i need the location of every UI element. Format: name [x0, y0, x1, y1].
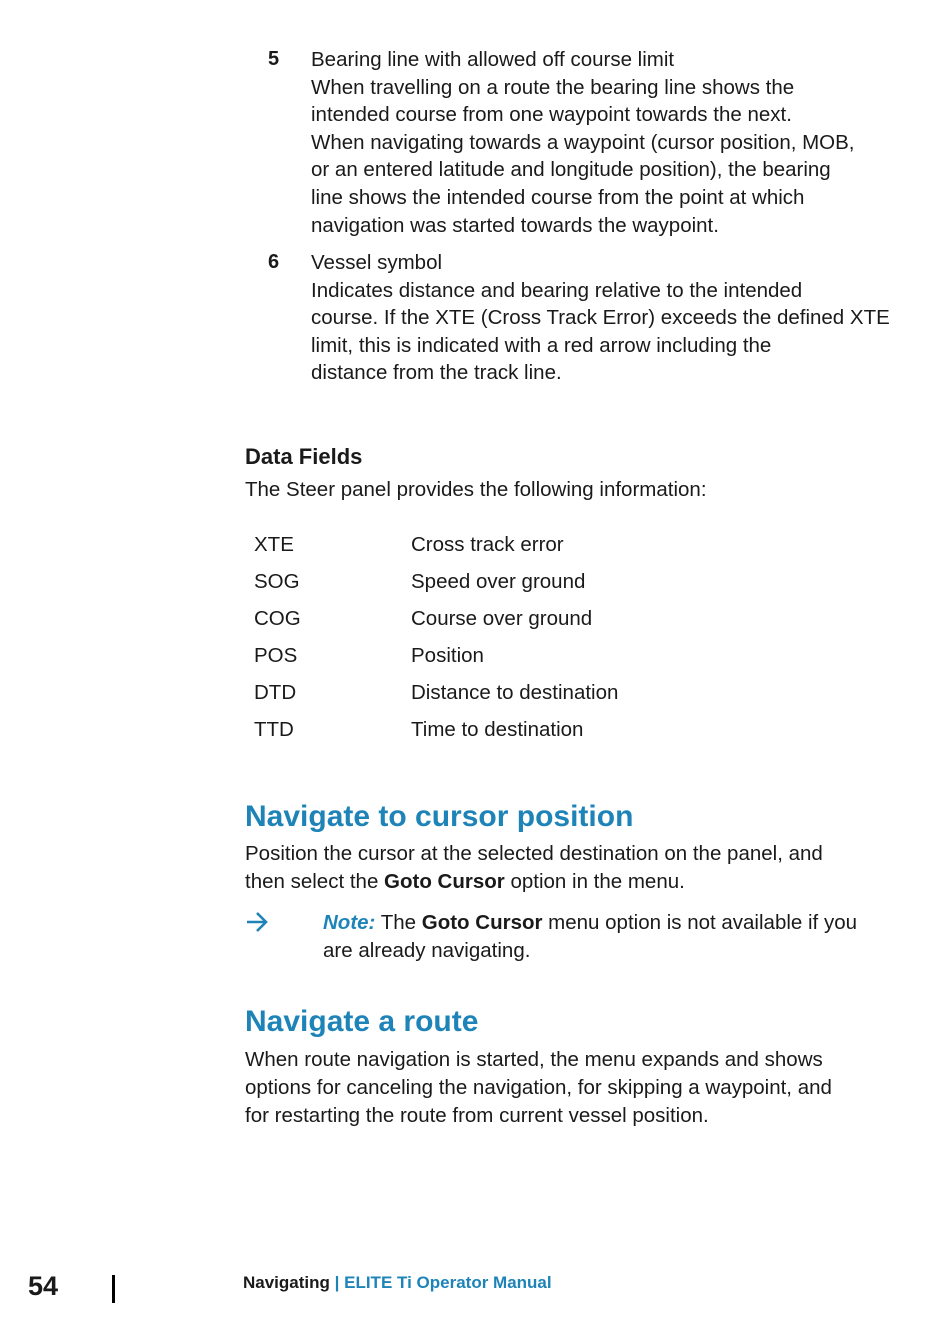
route-section-heading: Navigate a route — [245, 1005, 479, 1038]
table-row — [254, 715, 754, 752]
cursor-section-heading: Navigate to cursor position — [245, 800, 634, 833]
text-run: The — [375, 911, 422, 934]
table-row — [254, 530, 754, 567]
item-number: 6 — [268, 251, 280, 273]
note-line — [323, 909, 883, 937]
item-number: 5 — [268, 48, 280, 70]
body-line — [245, 868, 885, 896]
body-line: options for canceling the navigation, for skipping a waypoint, and — [245, 1075, 832, 1099]
item-line: navigation was started towards the waypoint. — [311, 213, 719, 237]
route-section-body — [245, 1046, 885, 1129]
item-title: Vessel symbol — [311, 251, 443, 274]
item-line: or an entered latitude and longitude position), the bearing — [311, 158, 831, 182]
footer-manual-title: ELITE Ti Operator Manual — [344, 1273, 552, 1292]
field-abbr: POS — [254, 644, 298, 667]
cursor-section-body — [245, 840, 885, 896]
item-line: intended course from one waypoint towards the next. — [311, 103, 792, 127]
field-abbr: XTE — [254, 533, 294, 556]
body-line: Position the cursor at the selected destination on the panel, and — [245, 842, 823, 865]
item-line: limit, this is indicated with a red arrow including the — [311, 333, 772, 357]
footer-running-title — [243, 1271, 552, 1295]
page-number: 54 — [28, 1271, 59, 1301]
footer-section: Navigating — [243, 1273, 330, 1292]
item-line: line shows the intended course from the point at which — [311, 185, 805, 209]
intro-line: The Steer panel provides the following information: — [245, 478, 707, 501]
arrow-right-icon — [245, 909, 269, 935]
item-body — [311, 249, 890, 387]
item-line: When travelling on a route the bearing line shows the — [311, 75, 795, 99]
item-title: Bearing line with allowed off course limit — [311, 48, 675, 71]
table-row — [254, 567, 754, 604]
note-line: are already navigating. — [323, 938, 531, 962]
field-abbr: DTD — [254, 681, 297, 704]
item-line: distance from the track line. — [311, 361, 562, 385]
field-desc: Cross track error — [411, 533, 564, 556]
field-abbr: COG — [254, 607, 301, 630]
data-fields-table — [254, 530, 754, 752]
body-line: When route navigation is started, the menu expands and shows — [245, 1048, 823, 1071]
text-run: option in the menu. — [504, 869, 685, 893]
data-fields-heading: Data Fields — [245, 444, 363, 469]
table-row — [254, 604, 754, 641]
field-desc: Position — [411, 644, 484, 667]
item-line: course. If the XTE (Cross Track Error) exceeds the defined XTE — [311, 306, 890, 330]
item-line: Indicates distance and bearing relative to the intended — [311, 278, 803, 302]
field-abbr: TTD — [254, 718, 294, 741]
field-desc: Distance to destination — [411, 681, 619, 704]
field-abbr: SOG — [254, 570, 300, 593]
footer-separator: | — [329, 1273, 345, 1292]
note-label: Note: — [323, 911, 376, 934]
menu-option-name: Goto Cursor — [421, 911, 543, 934]
text-run: then select the — [245, 869, 385, 893]
item-body — [311, 46, 881, 239]
menu-option-name: Goto Cursor — [384, 869, 505, 893]
table-row — [254, 678, 754, 715]
footer-divider — [112, 1275, 115, 1303]
table-row — [254, 641, 754, 678]
note-body — [323, 909, 883, 964]
text-run: menu option is not available if you — [542, 911, 857, 934]
field-desc: Speed over ground — [411, 570, 586, 593]
field-desc: Course over ground — [411, 607, 593, 630]
body-line: for restarting the route from current vessel position. — [245, 1103, 709, 1127]
item-line: When navigating towards a waypoint (cursor position, MOB, — [311, 130, 855, 154]
field-desc: Time to destination — [411, 718, 584, 741]
data-fields-intro — [245, 476, 885, 504]
